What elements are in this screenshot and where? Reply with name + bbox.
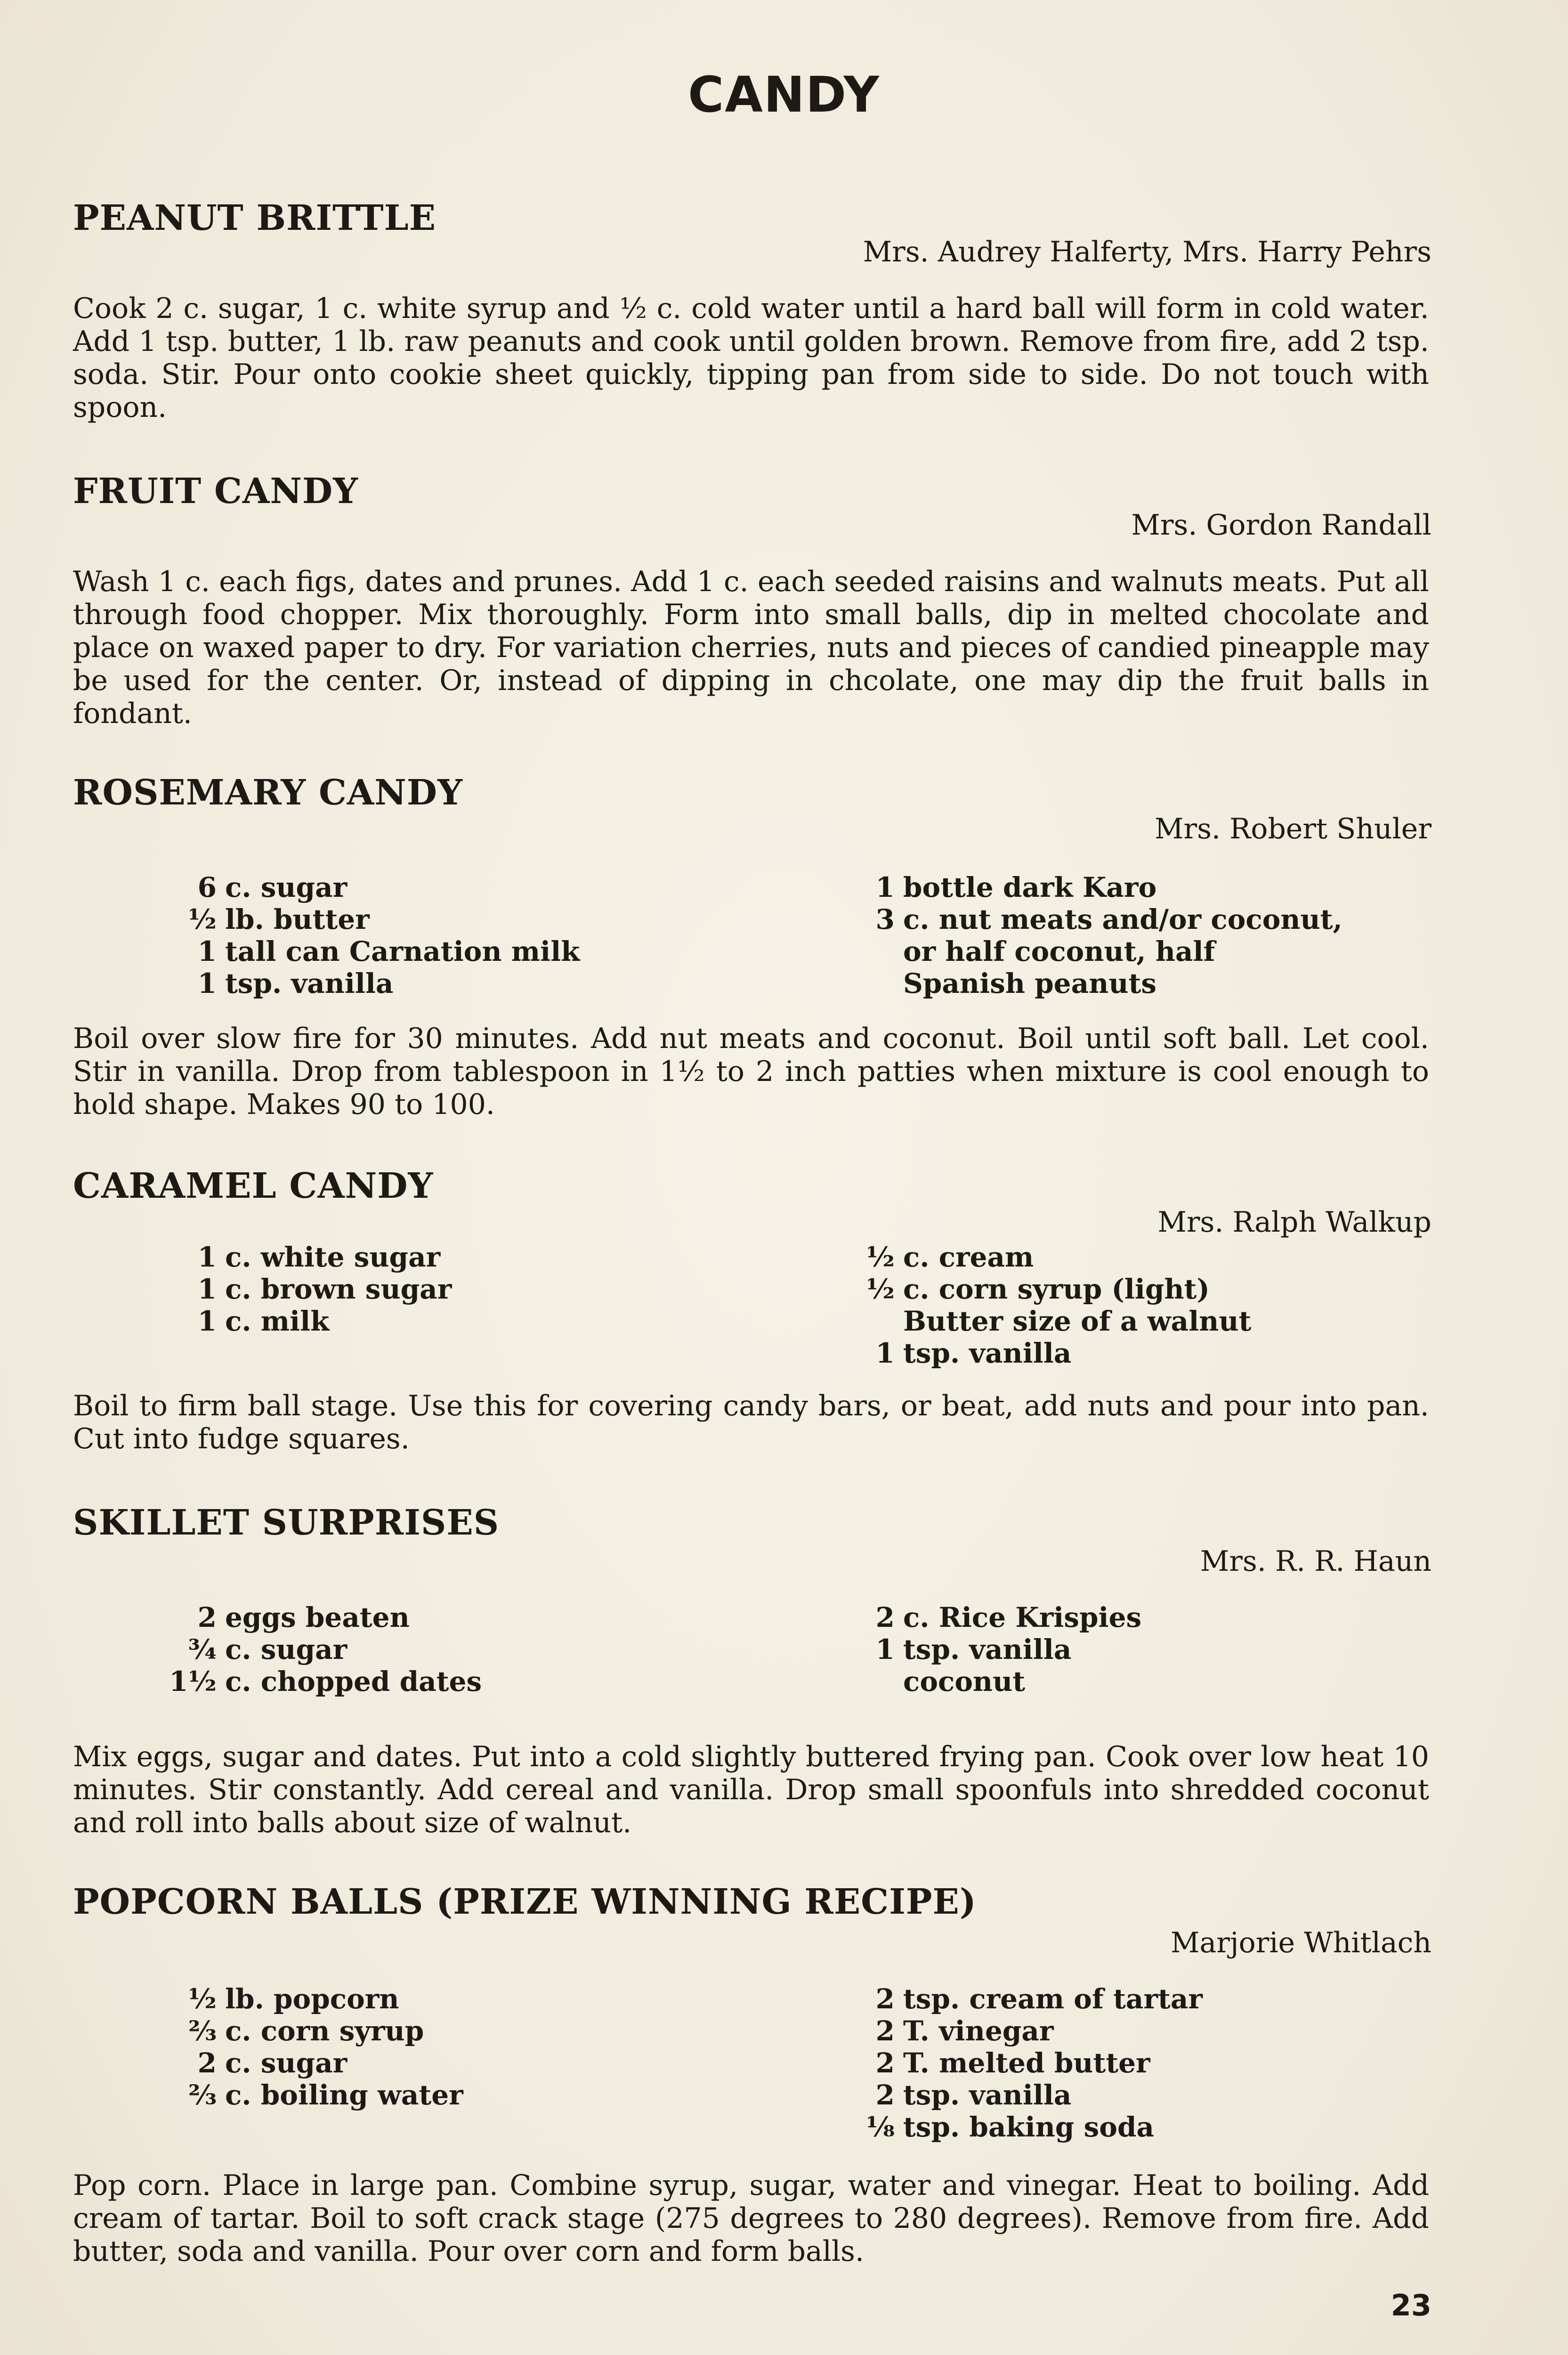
ingredient-row: 2 T. vinegar xyxy=(875,2015,1054,2047)
ingredient-row: 1 c. milk xyxy=(197,1305,330,1337)
ingredient-row: ¾ c. sugar xyxy=(188,1633,348,1665)
ingredient-row: ½ c. corn syrup (light) xyxy=(866,1273,1210,1305)
recipe-title-rosemary-candy: ROSEMARY CANDY xyxy=(73,772,463,813)
ingredient-row: or half coconut, half xyxy=(903,935,1215,967)
ingredients-right-skillet-surprises xyxy=(852,1601,1141,1697)
ingredient-row: ⅔ c. boiling water xyxy=(188,2079,463,2111)
contributor-skillet-surprises: Mrs. R. R. Haun xyxy=(1200,1545,1431,1578)
contributor-fruit-candy: Mrs. Gordon Randall xyxy=(1131,509,1431,542)
recipe-title-skillet-surprises: SKILLET SURPRISES xyxy=(73,1502,500,1543)
ingredient-row: 2 T. melted butter xyxy=(875,2047,1150,2079)
recipe-title-caramel-candy: CARAMEL CANDY xyxy=(73,1166,434,1206)
recipe-title-peanut-brittle: PEANUT BRITTLE xyxy=(73,198,436,238)
ingredient-row: 2 eggs beaten xyxy=(197,1601,410,1633)
directions-rosemary-candy: Boil over slow fire for 30 minutes. Add nut meats and coconut. Boil until soft ball. Let cool. Stir in vanilla. Drop from tablespoon in 1½ to 2 inch patties when mixture is cool enough to hold shape. Makes 90 to 100. xyxy=(73,1022,1429,1121)
ingredient-row: 1 tall can Carnation milk xyxy=(197,935,580,967)
ingredient-row: Butter size of a walnut xyxy=(903,1305,1252,1337)
ingredients-left-caramel-candy xyxy=(137,1241,452,1337)
recipe-title-fruit-candy: FRUIT CANDY xyxy=(73,471,358,512)
ingredients-right-caramel-candy xyxy=(852,1241,1251,1369)
ingredient-row: coconut xyxy=(903,1665,1026,1697)
contributor-popcorn-balls: Marjorie Whitlach xyxy=(1171,1926,1431,1959)
contributor-caramel-candy: Mrs. Ralph Walkup xyxy=(1157,1206,1431,1239)
ingredient-row: ½ lb. popcorn xyxy=(188,1983,399,2015)
directions-caramel-candy: Boil to firm ball stage. Use this for covering candy bars, or beat, add nuts and pour into pan. Cut into fudge squares. xyxy=(73,1389,1429,1455)
ingredient-row: 1 tsp. vanilla xyxy=(875,1337,1072,1369)
ingredient-row: 1 tsp. vanilla xyxy=(875,1633,1072,1665)
ingredient-row: ½ c. cream xyxy=(866,1241,1034,1273)
ingredients-right-rosemary-candy xyxy=(852,871,1342,999)
directions-popcorn-balls: Pop corn. Place in large pan. Combine syrup, sugar, water and vinegar. Heat to boiling. Add cream of tartar. Boil to soft crack stage (275 degrees to 280 degrees). Remove from fire. Add butter, soda and vanilla. Pour over corn and form balls. xyxy=(73,2169,1429,2268)
ingredient-row: ½ lb. butter xyxy=(188,903,370,935)
ingredient-row: 2 c. Rice Krispies xyxy=(875,1601,1142,1633)
ingredient-row: 1 bottle dark Karo xyxy=(875,871,1157,903)
ingredient-row: ⅔ c. corn syrup xyxy=(188,2015,424,2047)
contributor-rosemary-candy: Mrs. Robert Shuler xyxy=(1155,812,1431,845)
ingredient-row: 6 c. sugar xyxy=(197,871,348,903)
ingredients-right-popcorn-balls xyxy=(852,1983,1203,2143)
ingredient-row: 2 tsp. vanilla xyxy=(875,2079,1072,2111)
ingredients-left-rosemary-candy xyxy=(137,871,580,999)
ingredient-row: 2 tsp. cream of tartar xyxy=(875,1983,1203,2015)
ingredient-row: 1 c. white sugar xyxy=(197,1241,441,1273)
ingredients-left-skillet-surprises xyxy=(137,1601,482,1697)
ingredients-left-popcorn-balls xyxy=(137,1983,463,2111)
page-number: 23 xyxy=(1390,2288,1431,2323)
ingredient-row: 1 tsp. vanilla xyxy=(197,967,394,999)
recipe-title-popcorn-balls: POPCORN BALLS (PRIZE WINNING RECIPE) xyxy=(73,1882,977,1922)
directions-skillet-surprises: Mix eggs, sugar and dates. Put into a cold slightly buttered frying pan. Cook over low heat 10 minutes. Stir constantly. Add cereal and vanilla. Drop small spoonfuls into shredded coconut and roll into balls about size of walnut. xyxy=(73,1740,1429,1839)
ingredient-row: 1½ c. chopped dates xyxy=(169,1665,482,1697)
directions-peanut-brittle: Cook 2 c. sugar, 1 c. white syrup and ½ c. cold water until a hard ball will form in cold water. Add 1 tsp. butter, 1 lb. raw peanuts and cook until golden brown. Remove from fire, add 2 tsp. soda. Stir. Pour onto cookie sheet quickly, tipping pan from side to side. Do not touch with spoon. xyxy=(73,292,1429,424)
ingredient-row: ⅛ tsp. baking soda xyxy=(866,2111,1155,2143)
contributor-peanut-brittle: Mrs. Audrey Halferty, Mrs. Harry Pehrs xyxy=(863,236,1431,268)
ingredient-row: 1 c. brown sugar xyxy=(197,1273,452,1305)
ingredient-row: Spanish peanuts xyxy=(903,967,1157,999)
page-title: CANDY xyxy=(688,66,880,123)
ingredient-row: 3 c. nut meats and/or coconut, xyxy=(875,903,1342,935)
ingredient-row: 2 c. sugar xyxy=(197,2047,348,2079)
directions-fruit-candy: Wash 1 c. each figs, dates and prunes. Add 1 c. each seeded raisins and walnuts meats. Put all through food chopper. Mix thoroughly. Form into small balls, dip in melted chocolate and place on waxed paper to dry. For variation cherries, nuts and pieces of candied pineapple may be used for the center. Or, instead of dipping in chcolate, one may dip the fruit balls in fondant. xyxy=(73,565,1429,730)
